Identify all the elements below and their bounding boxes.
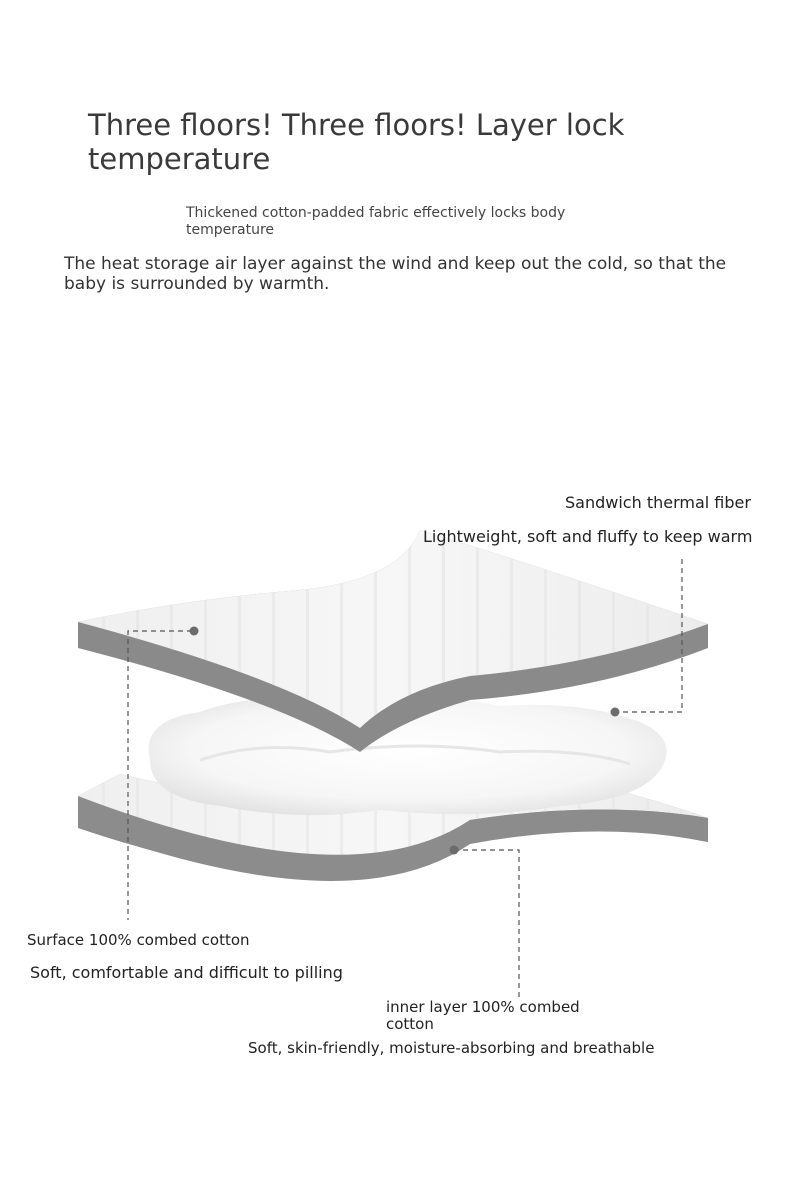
inner-label-description: Soft, skin-friendly, moisture-absorbing and breathable xyxy=(248,1039,655,1057)
inner-marker-dot xyxy=(450,846,459,855)
subheading: Thickened cotton-padded fabric effectively locks body temperature xyxy=(186,205,566,238)
fiber-label-description: Lightweight, soft and fluffy to keep warm xyxy=(423,527,753,546)
fiber-label-title: Sandwich thermal fiber xyxy=(565,493,751,512)
surface-marker-dot xyxy=(190,627,199,636)
inner-label-title: inner layer 100% combed cotton xyxy=(386,998,580,1033)
fiber-marker-dot xyxy=(611,708,620,717)
surface-label-description: Soft, comfortable and difficult to pilling xyxy=(30,963,343,982)
description: The heat storage air layer against the wind and keep out the cold, so that the baby is surrounded by warmth. xyxy=(64,254,727,294)
headline: Three floors! Three floors! Layer lock temperature xyxy=(88,108,625,176)
surface-label-title: Surface 100% combed cotton xyxy=(27,931,250,949)
